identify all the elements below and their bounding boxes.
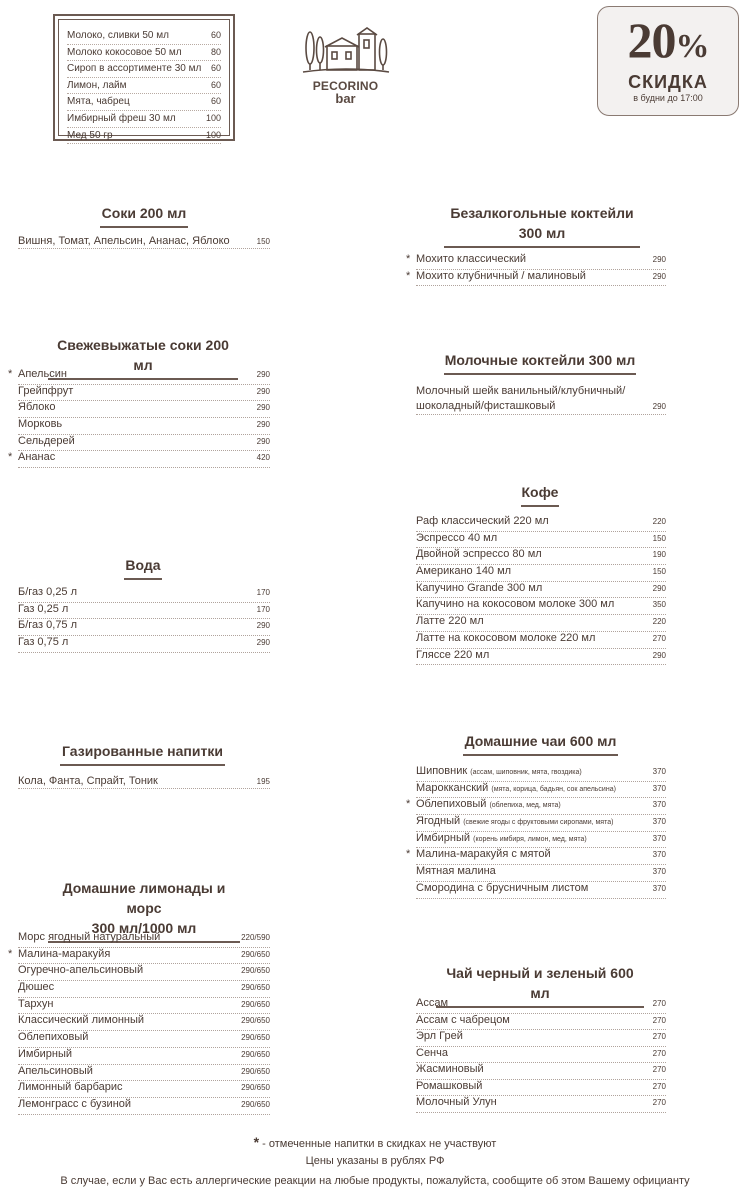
item-name bbox=[416, 765, 582, 777]
item-name: Имбирный bbox=[18, 1047, 73, 1060]
addon-row bbox=[67, 78, 221, 95]
logo bbox=[298, 20, 393, 120]
item-name: Капучино Grande 300 мл bbox=[416, 581, 543, 594]
addon-price: 60 bbox=[210, 96, 221, 107]
item-name: Мохито клубничный / малиновый bbox=[416, 269, 586, 282]
menu-item bbox=[416, 515, 666, 532]
menu-item bbox=[416, 632, 666, 649]
menu-item bbox=[416, 548, 666, 565]
mocktails-list bbox=[406, 253, 666, 286]
menu-item bbox=[18, 401, 270, 418]
item-note: (корень имбиря, лимон, мед, мята) bbox=[473, 835, 587, 843]
item-price: 290 bbox=[256, 638, 270, 648]
exclusion-star: * bbox=[8, 947, 13, 960]
exclusion-star: * bbox=[406, 269, 411, 282]
item-name: Б/газ 0,75 л bbox=[18, 619, 78, 632]
item-price: 370 bbox=[652, 800, 666, 810]
item-price: 270 bbox=[652, 633, 666, 643]
item-price: 290 bbox=[652, 650, 666, 660]
menu-item bbox=[8, 368, 270, 385]
menu-item bbox=[406, 798, 666, 815]
discount-note: в будни до 17:00 bbox=[633, 93, 703, 103]
item-price: 370 bbox=[652, 783, 666, 793]
addon-name: Имбирный фреш 30 мл bbox=[67, 112, 176, 124]
item-name: Малина-маракуйя с мятой bbox=[416, 848, 551, 861]
item-name: Грейпфрут bbox=[18, 384, 74, 397]
item-price: 290/650 bbox=[241, 1033, 270, 1043]
item-price: 370 bbox=[652, 767, 666, 776]
section-title-juices: Соки 200 мл bbox=[100, 203, 188, 228]
item-price: 270 bbox=[652, 1015, 666, 1025]
item-price: 290/650 bbox=[241, 1016, 270, 1026]
item-name: Американо 140 мл bbox=[416, 565, 512, 578]
menu-item bbox=[416, 1096, 666, 1113]
item-price: 150 bbox=[652, 567, 666, 577]
section-title-black-green-tea: Чай черный и зеленый 600 мл bbox=[436, 963, 644, 1008]
menu-item bbox=[416, 815, 666, 832]
section-title-line: Безалкогольные коктейли bbox=[450, 205, 634, 221]
section-title-coffee: Кофе bbox=[521, 482, 559, 507]
item-name bbox=[416, 798, 561, 810]
menu-item bbox=[416, 882, 666, 899]
item-name: Сельдерей bbox=[18, 434, 75, 447]
menu-item bbox=[406, 269, 666, 287]
item-note: (мята, корица, бадьян, сок апельсина) bbox=[491, 785, 616, 793]
item-name: Морс ягодный натуральный bbox=[18, 931, 161, 943]
section-title-fresh: Свежевыжатые соки 200 мл bbox=[48, 335, 238, 380]
menu-item bbox=[18, 1048, 270, 1065]
footer-note-star bbox=[0, 1134, 750, 1150]
menu-item bbox=[416, 532, 666, 549]
menu-item bbox=[406, 253, 666, 270]
menu-item bbox=[18, 964, 270, 981]
item-price: 290/650 bbox=[241, 1083, 270, 1093]
addon-price: 80 bbox=[210, 46, 221, 57]
item-name: Эрл Грей bbox=[416, 1030, 463, 1042]
item-name-line: Молочный шейк ванильный/клубничный/ bbox=[416, 385, 626, 397]
discount-percent bbox=[598, 12, 738, 72]
item-name: Эспрессо 40 мл bbox=[416, 531, 498, 544]
item-name: Ассам bbox=[416, 997, 449, 1009]
item-name: Б/газ 0,25 л bbox=[18, 586, 78, 598]
item-name: Ассам с чабрецом bbox=[416, 1013, 510, 1026]
menu-item bbox=[18, 1031, 270, 1048]
item-name: Гляссе 220 мл bbox=[416, 648, 490, 661]
item-price: 220/590 bbox=[241, 933, 270, 942]
addon-row bbox=[67, 28, 221, 45]
item-price: 220 bbox=[652, 617, 666, 627]
item-price: 370 bbox=[652, 867, 666, 877]
menu-item bbox=[8, 947, 270, 965]
menu-item bbox=[416, 865, 666, 882]
menu-item bbox=[416, 1030, 666, 1047]
item-price: 290/650 bbox=[241, 999, 270, 1009]
addon-name: Мята, чабрец bbox=[67, 96, 130, 108]
menu-item bbox=[416, 1080, 666, 1097]
addon-price: 60 bbox=[210, 30, 221, 40]
item-price: 150 bbox=[256, 237, 270, 246]
item-name: Жасминовый bbox=[416, 1063, 484, 1075]
item-price: 220 bbox=[652, 517, 666, 526]
item-name: Сенча bbox=[416, 1046, 448, 1059]
addon-price: 100 bbox=[205, 112, 221, 123]
item-price: 270 bbox=[652, 1032, 666, 1041]
menu-item bbox=[416, 1063, 666, 1080]
item-price: 290/650 bbox=[241, 949, 270, 959]
item-name: Вишня, Томат, Апельсин, Ананас, Яблоко bbox=[18, 235, 230, 247]
menu-item bbox=[416, 565, 666, 582]
item-name: Лемонграсс с бузиной bbox=[18, 1097, 132, 1110]
item-name: Двойной эспрессо 80 мл bbox=[416, 548, 542, 561]
item-name-text: Облепиховый bbox=[416, 798, 487, 811]
item-name-text: Ягодный bbox=[416, 815, 461, 828]
addon-row bbox=[67, 128, 221, 145]
percent-sign: % bbox=[675, 28, 709, 65]
addon-name: Лимон, лайм bbox=[67, 79, 127, 91]
item-name: Тархун bbox=[18, 997, 54, 1010]
menu-item bbox=[18, 235, 270, 249]
section-title-soda: Газированные напитки bbox=[60, 741, 225, 766]
footer-note: - отмеченные напитки в скидках не участвуют bbox=[259, 1138, 497, 1150]
menu-item bbox=[18, 1065, 270, 1082]
menu-item bbox=[406, 848, 666, 865]
footer-star: * bbox=[253, 1134, 260, 1150]
addon-row bbox=[67, 45, 221, 62]
discount-value: 20 bbox=[627, 12, 676, 68]
item-name: Мятная малина bbox=[416, 865, 496, 878]
addon-name: Мед 50 гр bbox=[67, 129, 113, 141]
item-note: (облепиха, мед, мята) bbox=[489, 802, 561, 810]
item-price: 270 bbox=[652, 1065, 666, 1074]
menu-item bbox=[18, 998, 270, 1015]
item-name: Мохито классический bbox=[416, 253, 527, 265]
item-name: Кола, Фанта, Спрайт, Тоник bbox=[18, 775, 158, 787]
menu-item-multiline bbox=[416, 384, 666, 415]
section-title-line: 300 мл bbox=[518, 225, 566, 241]
item-price: 290 bbox=[256, 370, 270, 379]
item-name: Смородина с брусничным листом bbox=[416, 881, 589, 894]
menu-item bbox=[18, 603, 270, 620]
soda-list bbox=[18, 775, 270, 789]
item-name: Ромашковый bbox=[416, 1079, 483, 1092]
menu-item bbox=[18, 636, 270, 653]
item-price: 195 bbox=[256, 777, 270, 786]
addon-price: 60 bbox=[210, 79, 221, 90]
item-name bbox=[416, 782, 616, 794]
item-name: Молочный Улун bbox=[416, 1096, 497, 1108]
menu-item bbox=[18, 1098, 270, 1115]
addon-row bbox=[67, 61, 221, 78]
coffee-list bbox=[416, 515, 666, 665]
item-price: 290 bbox=[652, 583, 666, 593]
item-price: 370 bbox=[652, 883, 666, 893]
menu-item bbox=[18, 418, 270, 435]
item-name: Апельсиновый bbox=[18, 1064, 93, 1077]
water-list bbox=[18, 586, 270, 653]
item-price: 350 bbox=[652, 600, 666, 610]
menu-item bbox=[416, 832, 666, 849]
item-price: 290 bbox=[256, 621, 270, 631]
section-title-milkshakes: Молочные коктейли 300 мл bbox=[444, 350, 636, 375]
black-green-tea-list bbox=[416, 997, 666, 1113]
logo-subtitle: bar bbox=[335, 91, 356, 106]
section-title-mocktails bbox=[444, 203, 640, 248]
item-price: 170 bbox=[256, 588, 270, 597]
footer-currency: Цены указаны в рублях РФ bbox=[305, 1155, 445, 1167]
section-title-water: Вода bbox=[124, 555, 162, 580]
menu-item bbox=[416, 598, 666, 615]
item-name-text: Марокканский bbox=[416, 781, 489, 794]
item-name: Дюшес bbox=[18, 981, 55, 994]
exclusion-star: * bbox=[406, 798, 411, 811]
fresh-list bbox=[8, 368, 270, 468]
item-name: Раф классический 220 мл bbox=[416, 515, 549, 527]
item-name-text: Шиповник bbox=[416, 765, 468, 777]
item-price: 290/650 bbox=[241, 1099, 270, 1109]
item-price: 170 bbox=[256, 604, 270, 614]
item-name: Газ 0,25 л bbox=[18, 602, 69, 615]
villa-logo-icon bbox=[301, 20, 391, 76]
item-price: 290/650 bbox=[241, 1066, 270, 1076]
item-name: Газ 0,75 л bbox=[18, 636, 69, 649]
item-name: Морковь bbox=[18, 418, 63, 431]
logo-name: PECORINO bbox=[312, 79, 379, 93]
menu-item bbox=[416, 997, 666, 1014]
juices-list bbox=[18, 235, 270, 249]
milkshakes-list bbox=[416, 384, 666, 415]
item-name bbox=[416, 815, 613, 827]
item-price: 290 bbox=[256, 403, 270, 413]
menu-item bbox=[416, 615, 666, 632]
item-name-line: шоколадный/фисташковый bbox=[416, 400, 556, 412]
item-price: 270 bbox=[652, 1048, 666, 1058]
item-name: Латте 220 мл bbox=[416, 615, 484, 628]
addon-name: Молоко, сливки 50 мл bbox=[67, 30, 169, 41]
menu-item bbox=[18, 619, 270, 636]
item-name: Малина-маракуйя bbox=[18, 947, 111, 960]
item-price: 290/650 bbox=[241, 1049, 270, 1059]
discount-word: СКИДКА bbox=[628, 72, 708, 92]
item-price: 290 bbox=[256, 386, 270, 396]
item-name-text: Имбирный bbox=[416, 831, 471, 844]
menu-item bbox=[416, 765, 666, 782]
item-price: 290 bbox=[652, 271, 666, 281]
addon-row bbox=[67, 111, 221, 128]
section-title-tea: Домашние чаи 600 мл bbox=[463, 731, 618, 756]
item-price: 290 bbox=[256, 420, 270, 430]
addon-name: Молоко кокосовое 50 мл bbox=[67, 46, 182, 58]
addon-price: 100 bbox=[205, 129, 221, 140]
menu-item bbox=[18, 931, 270, 948]
item-price: 290 bbox=[652, 402, 666, 411]
menu-item bbox=[416, 1047, 666, 1064]
item-price: 150 bbox=[652, 533, 666, 543]
item-name: Облепиховый bbox=[18, 1031, 89, 1044]
item-name: Апельсин bbox=[18, 368, 67, 380]
footer-allergy: В случае, если у Вас есть аллергические реакции на любые продукты, пожалуйста, сообщите об этом Вашему официанту bbox=[60, 1175, 690, 1187]
addon-row bbox=[67, 94, 221, 111]
lemonades-list bbox=[8, 931, 270, 1115]
item-price: 290 bbox=[652, 255, 666, 264]
item-note: (свежие ягоды с фруктовыми сиропами, мята) bbox=[463, 819, 614, 827]
section-title-line: 300 мл/1000 мл bbox=[91, 920, 197, 936]
item-price: 270 bbox=[652, 1098, 666, 1107]
menu-item bbox=[416, 649, 666, 666]
addon-price: 60 bbox=[210, 63, 221, 74]
item-name: Латте на кокосовом молоке 220 мл bbox=[416, 631, 596, 644]
menu-item bbox=[416, 782, 666, 799]
item-price: 290 bbox=[256, 436, 270, 446]
item-price: 370 bbox=[652, 850, 666, 860]
item-price: 190 bbox=[652, 550, 666, 560]
menu-item bbox=[18, 586, 270, 603]
tea-list bbox=[406, 765, 666, 899]
item-price: 420 bbox=[256, 453, 270, 463]
item-price: 370 bbox=[652, 833, 666, 843]
item-price: 290/650 bbox=[241, 966, 270, 976]
item-name-line-row bbox=[416, 399, 666, 414]
menu-item bbox=[18, 385, 270, 402]
item-name: Яблоко bbox=[18, 401, 56, 414]
menu-item bbox=[18, 1081, 270, 1098]
addon-name: Сироп в ассортименте 30 мл bbox=[67, 63, 202, 75]
item-name bbox=[416, 832, 587, 844]
item-note: (ассам, шиповник, мята, гвоздика) bbox=[470, 769, 582, 776]
menu-item bbox=[18, 981, 270, 998]
menu-item bbox=[8, 451, 270, 468]
item-price: 270 bbox=[652, 1081, 666, 1091]
item-name: Огуречно-апельсиновый bbox=[18, 964, 144, 977]
item-price: 270 bbox=[652, 999, 666, 1008]
item-name: Лимонный барбарис bbox=[18, 1081, 123, 1094]
section-title-line: Домашние лимонады и морс bbox=[62, 880, 226, 916]
menu-item bbox=[416, 1014, 666, 1031]
exclusion-star: * bbox=[406, 848, 411, 861]
menu-item bbox=[18, 435, 270, 452]
exclusion-star: * bbox=[8, 451, 13, 464]
item-price: 370 bbox=[652, 817, 666, 827]
item-name: Ананас bbox=[18, 451, 56, 464]
menu-item bbox=[18, 1014, 270, 1031]
menu-item bbox=[18, 775, 270, 789]
exclusion-star: * bbox=[406, 253, 411, 265]
discount-badge bbox=[597, 6, 739, 116]
menu-item bbox=[416, 582, 666, 599]
item-price: 290/650 bbox=[241, 983, 270, 993]
exclusion-star: * bbox=[8, 368, 13, 380]
addons-box bbox=[53, 14, 235, 141]
addons-list bbox=[58, 19, 230, 141]
item-name: Капучино на кокосовом молоке 300 мл bbox=[416, 598, 615, 611]
item-name: Классический лимонный bbox=[18, 1014, 145, 1027]
